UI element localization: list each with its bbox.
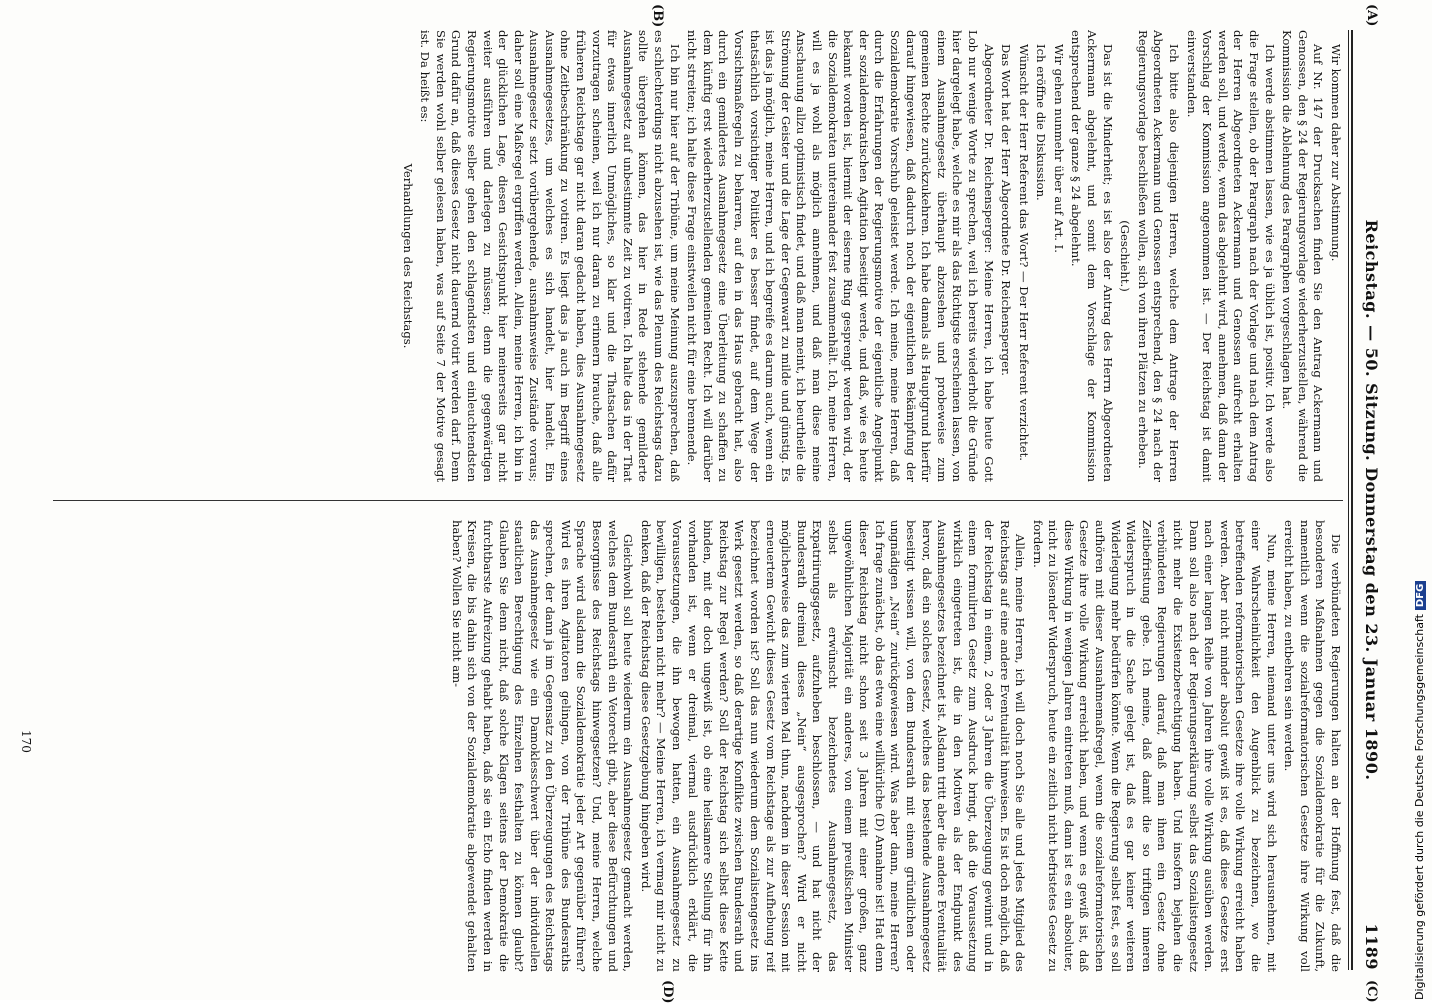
margin-marker-a: (A) <box>1364 4 1379 27</box>
digitization-credit <box>1413 40 1429 1000</box>
paragraph: Wir gehen nunmehr über auf Art. I. <box>1051 44 1066 253</box>
credit-text: Digitalisierung gefördert durch die Deutsche Forschungsgemeinschaft <box>1413 614 1426 1000</box>
footer-sheet-number: 170 <box>19 730 33 753</box>
paragraph: Abgeordneter Dr. Reichensperger: Meine Herren, ich habe heute Gott Lob nur wenige Worte zu sprechen, weil ich bereits wiederholt die Gründe hier dargelegt habe, welche es mir als das Richtigste erscheinen lassen, von einem Ausnahmegesetz überhaupt abzusehen und probeweise zum gemeinen Rechte zurückzukehren. Ich habe damals als Hauptgrund hierfür darauf hingewiesen, daß dadurch noch der eigentlichen Bekämpfung der Sozialdemokratie Vorschub geleistet werde. Ich meine, meine Herren, daß durch die Erfahrungen der Regierungsmotive der eigentliche Angelpunkt der sozialdemokratischen Agitation beseitigt werde, und daß, wie es heute bekannt worden ist, hiermit der eiserne Ring gesprengt werden wird, der die Sozialdemokraten untereinander fest zusammenhält. Ich, meine Herren, will es ja wohl als möglich annehmen, und daß man diese meine Anschauung allzu optimistisch findet, und daß man meint, ich beurtheile die Strömung der Geister und die Lage der Gegenwart zu milde und günstig. Es ist das ja möglich, meine Herren, und ich begreife es darum auch, wenn ein thatsächlich vorsichtiger Politiker es besser findet, auf dem Wege der Vorsichtsmaßregeln zu beharren, auf den in das Haus gebracht hat, also durch ein gemildertes Ausnahmegesetz eine Überleitung zu schaffen zu dem künftig erst wiederherzustellenden gemeinen Recht. Ich will darüber nicht streiten; ich halte diese Frage einstweilen nicht für eine brennende. <box>685 30 996 482</box>
paragraph: Gleichwohl soll heute wiederum ein Ausnahmegesetz gemacht werden, welches dem Bundesrath ein Vetorecht gibt, aber diese Befürchtungen und Besorgnisse des Reichstags hinwegsetzen? Und, meine Herren, welche Sprache wird alsdann die Sozialdemokratie jeder Art gegenüber führen? Wird es ihren Agitatoren gelingen, von der Tribüne des Bundesraths sprechen, der dann ja im Gegensatz zu den Überzeugungen des Reichstags das Ausnahmegesetz wie ein Damoklesschwert über der individuellen staatlichen Berechtigung des Einzelnen festhalten zu können glaubt? Glauben Sie denn nicht, daß solche Klagen seitens der Demokratie die furchtbarste Aufreizung gehabt haben, daß sie ein Echo finden werden in Kreisen, die bis dahin sich von der Sozialdemokratie abgewendet gehalten haben? Wollen Sie nicht am- <box>449 520 636 972</box>
paragraph: Verhandlungen des Reichstags. <box>400 163 415 349</box>
paragraph: Wünscht der Herr Referent das Wort? — Der Herr Referent verzichtet. <box>1016 44 1031 461</box>
page-header <box>1355 30 1381 970</box>
right-column <box>43 520 1343 972</box>
margin-marker-d: (D) <box>660 980 675 1004</box>
header-rule-thin <box>1348 30 1349 970</box>
paragraph: Allein, meine Herren, ich will doch noch Sie alle und jedes Mitglied des Reichstags auf eine andere Eventualität hinweisen. Es ist doch möglich, daß der Reichstag in einem, 2 oder 3 Jahren die Überzeugung gewinnt und in einem formulirten Gesetz zum Ausdruck bringt, daß die Voraussetzung wirklich eingetreten ist, die in den Motiven als der Endpunkt des Ausnahmegesetzes bezeichnet ist. Alsdann tritt aber die andere Eventualität hervor, daß ein solches Gesetz, welches das bestehende Ausnahmegesetz beseitigt wissen will, von dem Bundesrath mit einem gründlichen oder ungnädigen „Nein“ zurückgewiesen wird. Was aber dann, meine Herren? Ich frage zunächst, ob das etwa eine willkürliche (D) Annahme ist! Hat denn dieser Reichstag nicht schon seit 3 Jahren mit einer großen, ganz ungewöhnlichen Majorität ein anderes, von einem preußischen Minister selbst als erwünscht bezeichnetes Ausnahmegesetz, das Expatriirungsgesetz, aufzuheben beschlossen, — und hat nicht der Bundesrath dreimal dieses „Nein“ ausgesprochen? Wird er nicht möglicherweise das zum vierten Mal thun, nachdem in dieser Session mit erneuertem Gewicht dieses Gesetz vom Reichstage als zur Aufhebung reif bezeichnet worden ist? Soll das nun wiederum dem Sozialistengesetz ins Werk gesetzt werden, so daß derartige Konflikte zwischen Bundesrath und Reichstag zur Regel werden? Soll der Reichstag sich selbst diese Kette binden, mit der doch ungewiß ist, ob eine heilsamere Stellung für ihn vorhanden ist, wenn er dreimal, viermal ausdrücklich erklärt, die Voraussetzungen, die ihn bewogen hatten, ein Ausnahmegesetz zu bewilligen, bestehen nicht mehr? — Meine Herren, ich vermag mir nicht zu denken, daß der Reichstag diese Gesetzgebung hingeben wird. <box>638 520 1028 972</box>
paragraph: Ich bitte also diejenigen Herren, welche dem Antrage der Herren Abgeordneten Ackermann und Genossen entsprechend, den § 24 nach der Regierungsvorlage beschließen wollen, sich von ihren Plätzen zu erheben. <box>1135 30 1182 482</box>
page-number: 1189 <box>1362 923 1381 970</box>
margin-marker-b: (B) <box>650 4 665 28</box>
paragraph: Das Wort hat der Herr Abgeordnete Dr. Reichensperger. <box>999 44 1014 376</box>
paragraph: Das ist die Minderheit; es ist also der Antrag des Herrn Abgeordneten Ackermann abgelehnt, und somit dem Vorschlage der Kommission entsprechend der ganze § 24 abgelehnt. <box>1069 30 1115 482</box>
header-rule <box>1351 30 1353 970</box>
paragraph: Ich bin nur hier auf der Tribüne, um meine Meinung auszusprechen, daß es schlechterdings nicht abzusehen ist, wie das Plenum des Reichstags dazu sollte übergehen können, das hier in Rede stehende gemilderte Ausnahmegesetz auf unbestimmte Zeit zu votiren. Ich halte das in der That für etwas innerlich Unmögliches, so klar und die Thatsachen dafür vorzutragen scheinen, weil ich nur daran zu erinnern brauche, daß alle früheren Reichstage gar nicht daran gedacht haben, dies Ausnahmegesetz ohne Zeitbeschränkung zu votiren. Es liegt das ja auch im Begriff eines Ausnahmegesetzes, um welches es sich handelt, hier handelt. Ein Ausnahmegesetz setzt vorübergehende, ausnahmsweise Zustände voraus; daher soll eine Maßregel ergriffen werden. Allein, meine Herren, ich bin in der glücklichen Lage, diesen Gesichtspunkt hier meinerseits gar nicht weiter ausführen und darlegen zu müssen; denn die gegenwärtigen Regierungsmotive selber gehen den schlagendsten und einleuchtendsten Grund dafür an, daß dieses Gesetz nicht dauernd votirt werden darf. Denn Sie werden wohl selber gelesen haben, was auf Seite 7 der Motive gesagt ist. Da heißt es: <box>418 30 682 482</box>
paragraph: Ich eröffne die Diskussion. <box>1034 44 1049 201</box>
paragraph: (Geschieht.) <box>1118 220 1133 292</box>
paragraph: Wir kommen daher zur Abstimmung. <box>1329 44 1343 262</box>
paragraph: Die verbündeten Regierungen halten an der Hoffnung fest, daß die besonderen Maßnahmen gegen die Sozialdemokratie für die Zukunft, namentlich wenn die sozialreformatorischen Gesetze ihre Wirkung voll erreicht haben, zu entbehren sein werden. <box>1282 520 1343 972</box>
running-title: Reichstag. — 50. Sitzung. Donnerstag den 23. Januar 1890. <box>1362 219 1381 781</box>
paragraph: Ich werde abstimmen lassen, wie es ja üblich ist, positiv. Ich werde also die Frage stellen, ob der Paragraph nach der Vorlage und nach dem Antrag der Herren Abgeordneten Ackermann und Genossen aufrecht erhalten werden soll, und werde, wenn das abgelehnt wird, annehmen, daß dann der Vorschlag der Kommission angenommen ist. — Der Reichstag ist damit einverstanden. <box>1184 30 1277 482</box>
column-divider <box>53 500 1343 501</box>
paragraph: Nun, meine Herren, niemand unter uns wird sich herausnehmen, mit einer Wahrscheinlichkeit den Augenblick zu bezeichnen, wo die betreffenden reformatorischen Gesetze ihre volle Wirkung erreicht haben werden. Aber nicht minder absolut gewiß ist es, daß diese Gesetze erst nach einer langen Reihe von Jahren ihre volle Wirkung ausüben werden. Dann soll also nach der Regierungserklärung selbst das Sozialistengesetz nicht mehr die Existenzberechtigung haben. Und insofern bejahen die verbündeten Regierungen darauf, daß man ihnen ein Gesetz ohne Zeitbefristung gebe. Ich meine, daß damit die so triftigen inneren Widerspruch in die Sache gelegt ist, daß es gar keiner weiteren Widerlegung mehr bedürfen könnte. Wenn die Regierung selbst fest, es soll aufhören mit dieser Ausnahmemaßregel, wenn die sozialreformatorischen Gesetze ihre volle Wirkung erreicht haben, und wenn es gewiß ist, daß diese Wirkung in wenigen Jahren eintreten muß, dann ist es ein absoluter, nicht zu lösender Widerspruch, heute ein zeitlich nicht befristetes Gesetz zu fordern. <box>1030 520 1279 972</box>
left-column <box>43 30 1343 482</box>
paragraph: Auf Nr. 147 der Drucksachen finden Sie den Antrag Ackermann und Genossen, den § 24 der Regierungsvorlage wiederherzustellen, während die Kommission die Ablehnung des Paragraphen vorgeschlagen hat. <box>1280 30 1326 482</box>
dfg-logo: DFG <box>1415 581 1426 610</box>
margin-marker-c: (C) <box>1364 980 1379 1003</box>
rotated-document-page <box>15 0 1395 1004</box>
